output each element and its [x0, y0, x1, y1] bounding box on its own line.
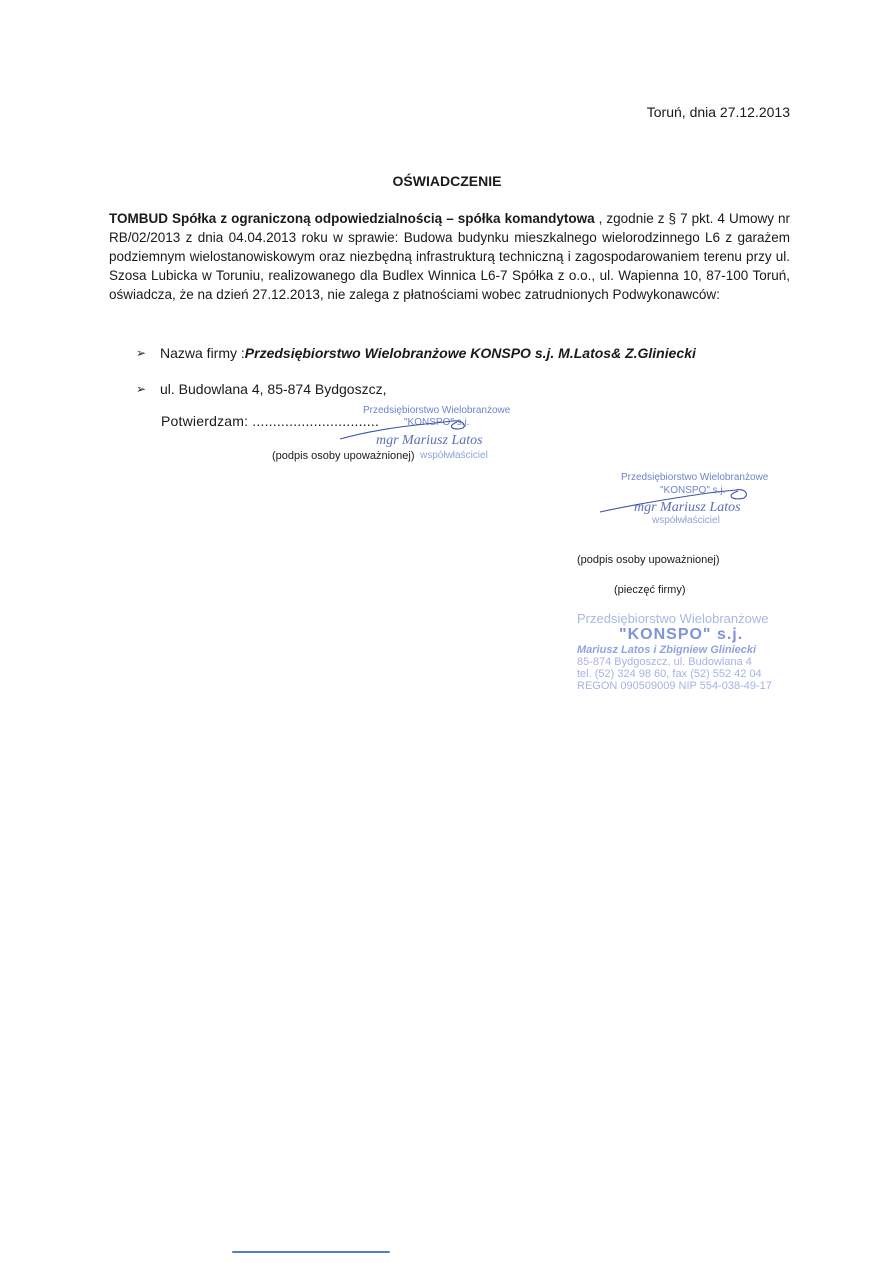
company-stamp-line4: 85-874 Bydgoszcz, ul. Budowlana 4: [577, 656, 752, 668]
signature-caption-1: (podpis osoby upoważnionej): [272, 450, 415, 462]
company-stamp-line2: "KONSPO" s.j.: [619, 626, 744, 643]
firm-name: Przedsiębiorstwo Wielobranżowe KONSPO s.j. M.Latos& Z.Gliniecki: [244, 345, 696, 361]
company-stamp-line5: tel. (52) 324 98 60, fax (52) 552 42 04: [577, 668, 762, 680]
seal-caption: (pieczęć firmy): [614, 584, 686, 596]
document-title: OŚWIADCZENIE: [392, 173, 502, 189]
stamp2-line1: Przedsiębiorstwo Wielobranżowe: [621, 472, 769, 483]
scan-mark: [232, 1251, 390, 1253]
company-name: TOMBUD Spółka z ograniczoną odpowiedzialnością – spółka komandytowa: [109, 211, 595, 226]
signature-caption-2: (podpis osoby upoważnionej): [577, 554, 720, 566]
stamp1-name: mgr Mariusz Latos: [376, 433, 483, 448]
company-stamp-line1: Przedsiębiorstwo Wielobranżowe: [577, 611, 769, 626]
arrow-bullet-icon: ➢: [136, 382, 147, 396]
signature-2: [596, 482, 766, 518]
stamp2-role: współwłaściciel: [652, 515, 720, 526]
firm-address: ul. Budowlana 4, 85-874 Bydgoszcz,: [160, 381, 387, 397]
stamp1-line2: "KONSPO" s.j.: [404, 417, 470, 428]
arrow-bullet-icon: ➢: [136, 346, 147, 360]
company-stamp: [577, 611, 792, 692]
stamp2-line2: "KONSPO" s.j.: [660, 485, 726, 496]
company-stamp-line6: REGON 090509009 NIP 554-038-49-17: [577, 680, 772, 692]
stamp2-name: mgr Mariusz Latos: [634, 500, 741, 515]
company-stamp-line3: Mariusz Latos i Zbigniew Gliniecki: [577, 644, 757, 656]
statement-text: , zgodnie z § 7 pkt. 4 Umowy nr RB/02/2013 z dnia 04.04.2013 roku w sprawie: Budowa budynku mieszkalnego wielorodzinnego L6 z garażem podziemnym wielostanowiskowym oraz niezbędną infrastrukturą techniczną i zagospodarowaniem terenu przy ul. Szosa Lubicka w Toruniu, realizowanego dla Budlex Winnica L6-7 Spółka z o.o., ul. Wapienna 10, 87-100 Toruń, oświadcza, że na dzień 27.12.2013, nie zalega z płatnościami wobec zatrudnionych Podwykonawców:: [109, 211, 790, 302]
document-date: Toruń, dnia 27.12.2013: [646, 104, 790, 120]
bullet-firm: [136, 345, 696, 361]
stamp1-role: współwłaściciel: [420, 450, 488, 461]
confirm-label: Potwierdzam: ...............................: [161, 413, 380, 429]
bullet-address: [136, 381, 386, 397]
stamp1-line1: Przedsiębiorstwo Wielobranżowe: [363, 405, 511, 416]
statement-paragraph: [109, 209, 790, 304]
signature-1: [335, 415, 485, 445]
firm-label: Nazwa firmy :: [160, 345, 245, 361]
